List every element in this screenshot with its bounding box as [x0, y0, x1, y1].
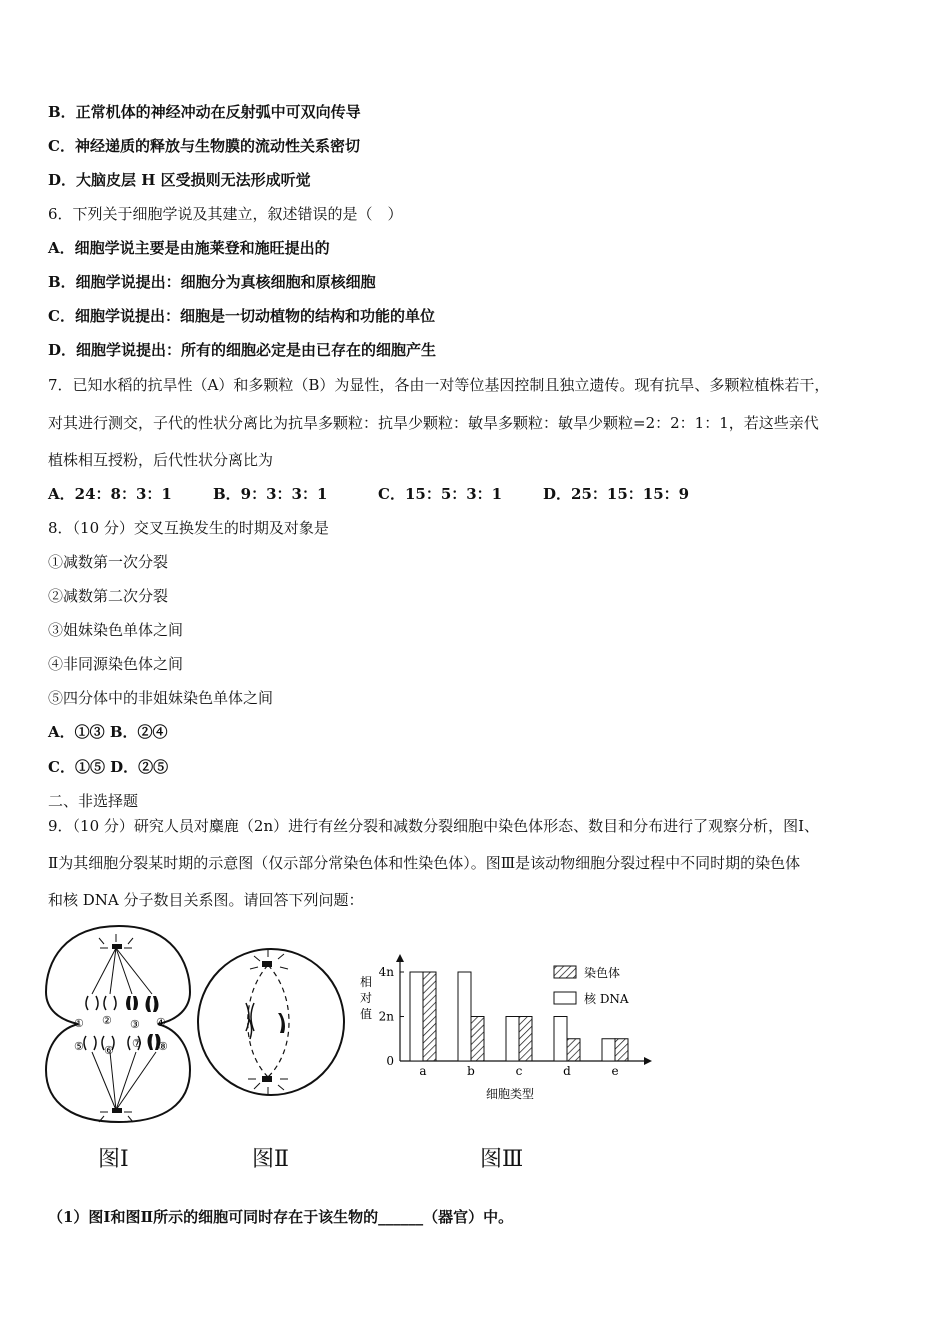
- fig1-label-7: ⑦: [132, 1037, 142, 1050]
- figure-2-caption: 图Ⅱ: [252, 1147, 289, 1172]
- fig1-label-1: ①: [74, 1017, 84, 1030]
- fig1-label-4: ④: [156, 1016, 166, 1029]
- q7-stem-line1: 7．已知水稻的抗旱性（A）和多颗粒（B）为显性，各由一对等位基因控制且独立遗传。现有抗旱、多颗粒植株若干，: [48, 376, 830, 394]
- bar-b-dna: [458, 972, 471, 1061]
- bar-b-chromosome: [471, 1017, 484, 1062]
- fig1-label-8: ⑧: [158, 1040, 168, 1053]
- q6-option-d: D．细胞学说提出：所有的细胞必定是由已存在的细胞产生: [48, 341, 437, 359]
- y-tick-label: 4n: [378, 965, 394, 979]
- bar-a-dna: [410, 972, 423, 1061]
- bar-c-dna: [506, 1017, 519, 1062]
- q8-item-1: ①减数第一次分裂: [48, 553, 169, 571]
- bar-d-chromosome: [567, 1039, 580, 1061]
- q7-option-a: A．24：8：3：1: [48, 485, 172, 503]
- y-axis-title-1: 相: [360, 975, 373, 989]
- fig1-label-6: ⑥: [104, 1044, 114, 1057]
- q8-item-3: ③姐妹染色单体之间: [48, 621, 184, 639]
- figure-1-caption: 图Ⅰ: [98, 1147, 129, 1172]
- legend-swatch-chromosome: [554, 966, 576, 978]
- q7-option-c: C．15：5：3：1: [378, 485, 503, 503]
- fig1-label-2: ②: [102, 1014, 112, 1027]
- q7-option-b: B．9：3：3：1: [213, 485, 328, 503]
- legend-swatch-dna: [554, 992, 576, 1004]
- figure-3-caption: 图Ⅲ: [480, 1147, 524, 1172]
- y-axis-title-3: 值: [360, 1007, 373, 1021]
- x-tick-label-a: a: [419, 1064, 427, 1078]
- q9-sub1: （1）图Ⅰ和图Ⅱ所示的细胞可同时存在于该生物的______（器官）中。: [48, 1208, 514, 1226]
- q8-item-5: ⑤四分体中的非姐妹染色单体之间: [48, 689, 274, 707]
- q8-stem: 8．（10 分）交叉互换发生的时期及对象是: [48, 519, 329, 537]
- q7-options: [48, 484, 689, 504]
- q8-options-row1: A．①③ B．②④: [48, 723, 168, 741]
- bar-d-dna: [554, 1017, 567, 1062]
- q7-stem-line3: 植株相互授粉，后代性状分离比为: [48, 451, 274, 469]
- bar-c-chromosome: [519, 1017, 532, 1062]
- y-tick-label: 2n: [378, 1009, 394, 1024]
- q8-item-4: ④非同源染色体之间: [48, 655, 184, 673]
- x-axis-title: 细胞类型: [485, 1087, 535, 1101]
- q6-option-c: C．细胞学说提出：细胞是一切动植物的结构和功能的单位: [48, 307, 435, 325]
- q7-stem-line2: 对其进行测交，子代的性状分离比为抗旱多颗粒：抗旱少颗粒：敏旱多颗粒：敏旱少颗粒=2：2：1：1，若这些亲代: [48, 414, 819, 432]
- q8-options-row2: C．①⑤ D．②⑤: [48, 758, 169, 776]
- q6-stem: 6．下列关于细胞学说及其建立，叙述错误的是（ ）: [48, 205, 403, 223]
- y-axis-title-2: 对: [360, 991, 373, 1005]
- q5-option-d: D．大脑皮层 H 区受损则无法形成听觉: [48, 171, 311, 189]
- bar-e-dna: [602, 1039, 615, 1061]
- x-axis-arrow: [644, 1057, 652, 1065]
- legend-label-dna: 核 DNA: [584, 992, 629, 1006]
- q9-line3: 和核 DNA 分子数目关系图。请回答下列问题：: [48, 891, 364, 909]
- figure-3-chart: [348, 948, 658, 1108]
- x-tick-label-d: d: [563, 1064, 571, 1078]
- y-axis-arrow: [396, 954, 404, 962]
- q9-line1: 9．（10 分）研究人员对麋鹿（2n）进行有丝分裂和减数分裂细胞中染色体形态、数目和分布进行了观察分析，图Ⅰ、: [48, 817, 820, 835]
- q6-option-b: B．细胞学说提出：细胞分为真核细胞和原核细胞: [48, 273, 376, 291]
- figure-2-diagram: [196, 945, 346, 1100]
- x-tick-label-e: e: [611, 1064, 619, 1078]
- figure-1-diagram: [44, 922, 194, 1127]
- q5-option-c: C．神经递质的释放与生物膜的流动性关系密切: [48, 137, 360, 155]
- q8-item-2: ②减数第二次分裂: [48, 587, 169, 605]
- y-tick-label: 0: [386, 1054, 394, 1068]
- bar-a-chromosome: [423, 972, 436, 1061]
- x-tick-label-c: c: [515, 1064, 523, 1078]
- bar-e-chromosome: [615, 1039, 628, 1061]
- q5-option-b: B．正常机体的神经冲动在反射弧中可双向传导: [48, 103, 361, 121]
- fig1-label-5: ⑤: [74, 1040, 84, 1053]
- section-heading: 二、非选择题: [48, 792, 139, 810]
- legend-label-chromosome: 染色体: [584, 966, 621, 980]
- q9-line2: Ⅱ为其细胞分裂某时期的示意图（仅示部分常染色体和性染色体）。图Ⅲ是该动物细胞分裂过程中不同时期的染色体: [48, 854, 801, 872]
- x-tick-label-b: b: [467, 1064, 475, 1078]
- q6-option-a: A．细胞学说主要是由施莱登和施旺提出的: [48, 239, 330, 257]
- q7-option-d: D．25：15：15：9: [543, 485, 690, 503]
- fig1-label-3: ③: [130, 1018, 140, 1031]
